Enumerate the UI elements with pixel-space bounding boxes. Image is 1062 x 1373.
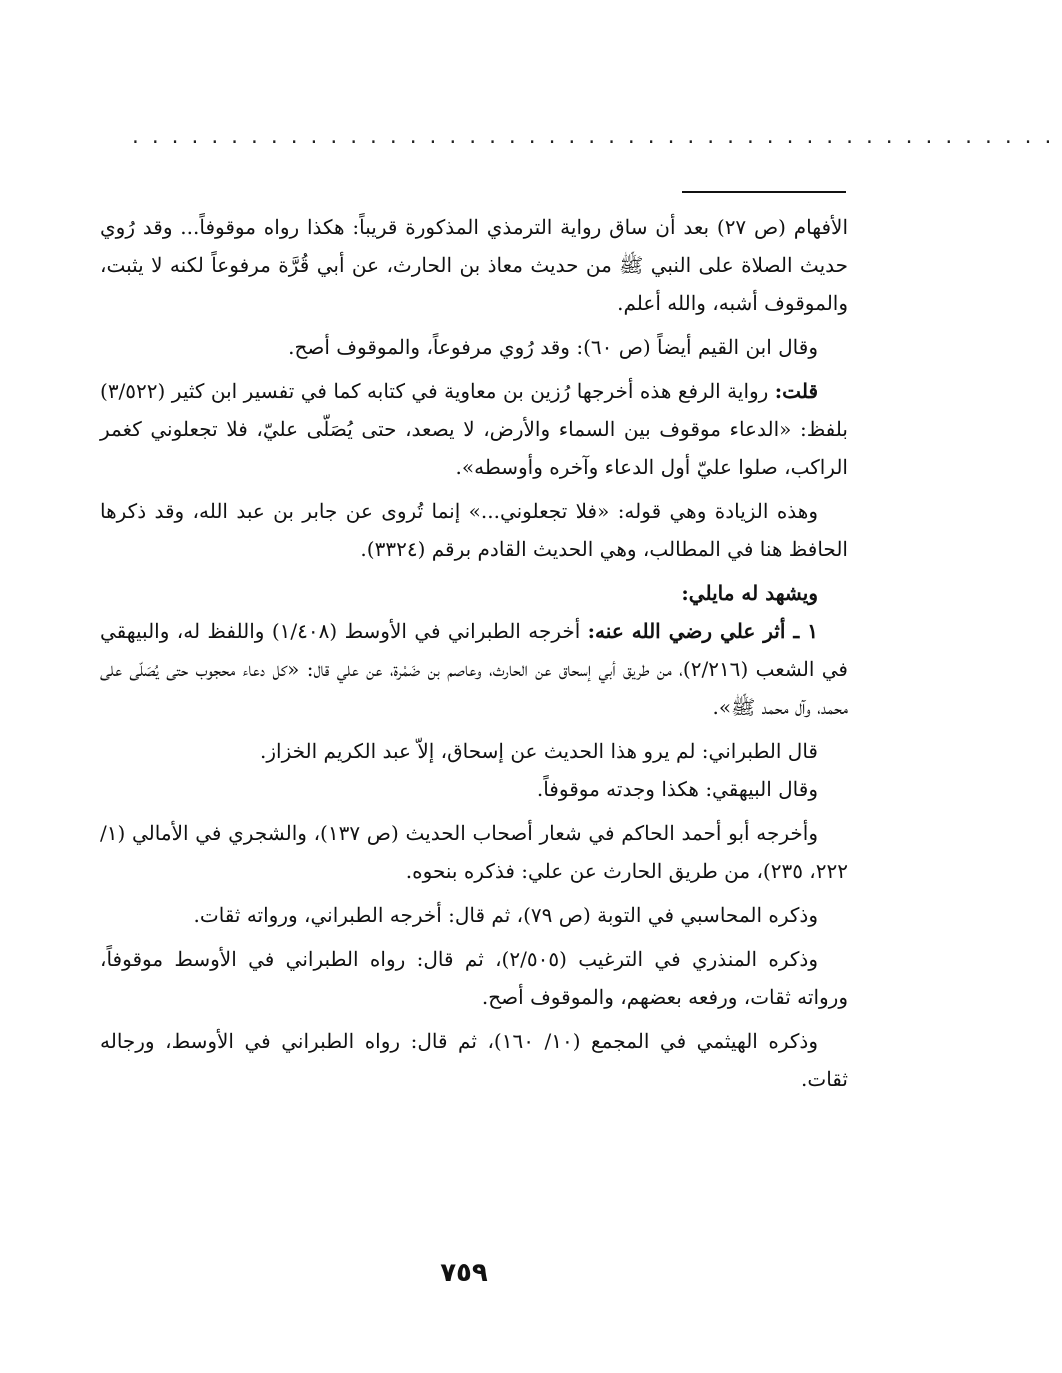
paragraph-6 (100, 612, 848, 726)
footnote-rule (682, 191, 846, 193)
paragraph-5-lead: ويشهد له مايلي: (681, 581, 818, 605)
paragraph-1: الأفهام (ص ٢٧) بعد أن ساق رواية الترمذي المذكورة قريباً: هكذا رواه موقوفاً... وقد رُوي حديث الصلاة على النبي ﷺ من حديث معاذ بن الحارث، عن أبي قُرَّة مرفوعاً لكنه لا يثبت، والموقوف أشبه، والله أعلم. (100, 215, 848, 315)
paragraph-6-lead: ١ ـ أثر علي رضي الله عنه: (587, 619, 818, 643)
paragraph-12: وذكره الهيثمي في المجمع (١٠/ ١٦٠)، ثم قال: رواه الطبراني في الأوسط، ورجاله ثقات. (100, 1029, 848, 1091)
paragraph-11: وذكره المنذري في الترغيب (٢/٥٠٥)، ثم قال: رواه الطبراني في الأوسط موقوفاً، ورواته ثقات، ورفعه بعضهم، والموقوف أصح. (100, 947, 848, 1009)
paragraph-6-text: أخرجه الطبراني في الأوسط (١/٤٠٨) واللفظ له، والبيهقي في الشعب (٢/٢١٦)، من طريق أبي إسحاق عن الحارث، وعاصم بن ضَمْرة، عن علي قال: «كل دعاء محجوب حتى يُصَلّى على محمد، وآل محمد ﷺ». (100, 619, 848, 719)
paragraph-10: وذكره المحاسبي في التوبة (ص ٧٩)، ثم قال: أخرجه الطبراني، ورواته ثقات. (193, 903, 818, 927)
paragraph-4: وهذه الزيادة وهي قوله: «فلا تجعلوني...» إنما تُروى عن جابر بن عبد الله، وقد ذكرها الحافظ هنا في المطالب، وهي الحديث القادم برقم (٣٣٢٤). (100, 499, 848, 561)
paragraph-3-lead: قلت: (774, 379, 818, 403)
paragraph-8: وقال البيهقي: هكذا وجدته موقوفاً. (536, 777, 818, 801)
page-number: ٧٥٩ (440, 1258, 488, 1288)
separator-dots: ............................................... (130, 127, 1062, 148)
paragraph-3 (100, 372, 848, 486)
paragraph-3-text: رواية الرفع هذه أخرجها رُزين بن معاوية في كتابه كما في تفسير ابن كثير (٣/٥٢٢) بلفظ: «الدعاء موقوف بين السماء والأرض، لا يصعد، حتى يُصَلّى عليّ، فلا تجعلوني كغمر الراكب، صلوا عليّ أول الدعاء وآخره وأوسطه». (100, 379, 848, 479)
paragraph-2: وقال ابن القيم أيضاً (ص ٦٠): وقد رُوي مرفوعاً، والموقوف أصح. (288, 335, 818, 359)
paragraph-7: قال الطبراني: لم يرو هذا الحديث عن إسحاق، إلاّ عبد الكريم الخزاز. (260, 739, 818, 763)
paragraph-9: وأخرجه أبو أحمد الحاكم في شعار أصحاب الحديث (ص ١٣٧)، والشجري في الأمالي (١/ ٢٢٢، ٢٣٥)، من طريق الحارث عن علي: فذكره بنحوه. (100, 821, 848, 883)
footnote-body (100, 208, 848, 1104)
paragraph-5 (100, 574, 848, 612)
